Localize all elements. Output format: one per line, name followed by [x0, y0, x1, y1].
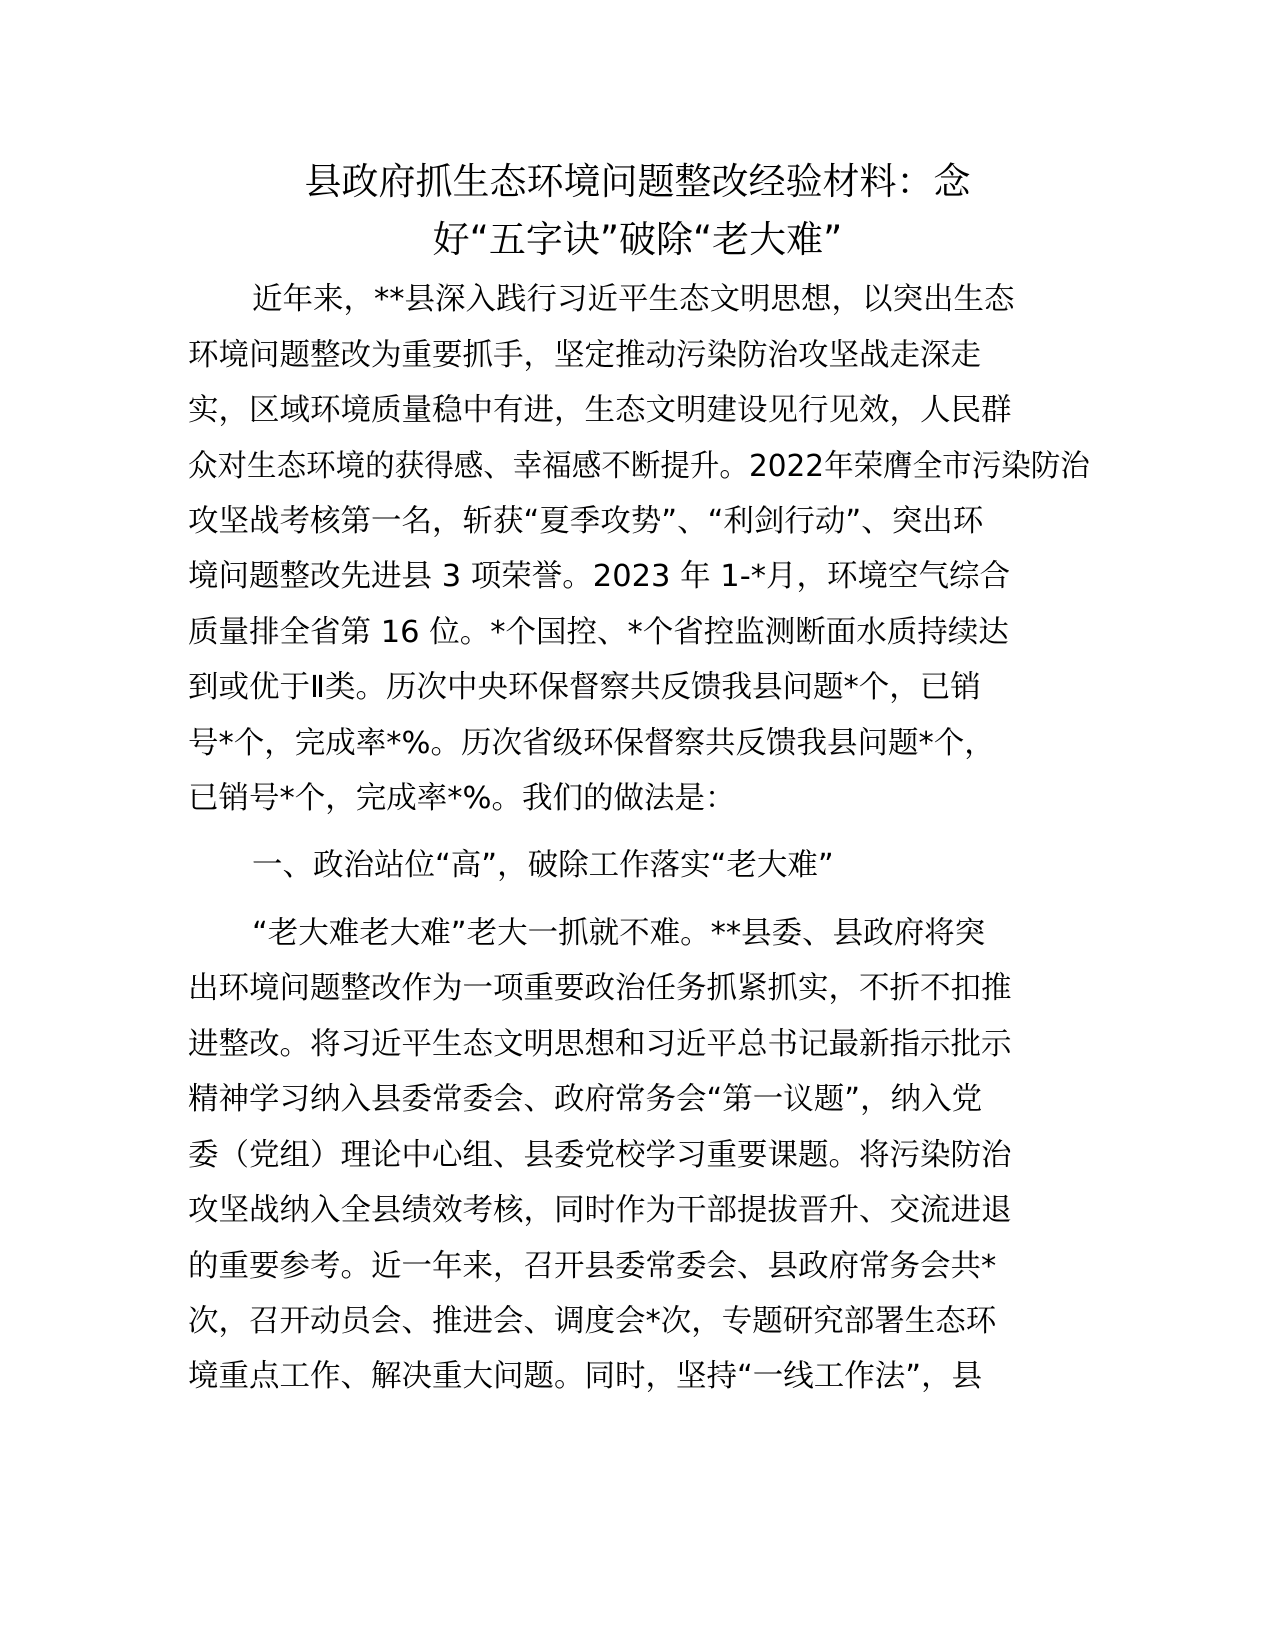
- paragraph-1-line-8: 到或优于Ⅱ类。历次中央环保督察共反馈我县问题*个，已销: [188, 670, 981, 705]
- paragraph-2-line-2: 出环境问题整改作为一项重要政治任务抓紧抓实，不折不扣推: [188, 971, 1012, 1006]
- paragraph-1-line-1: 近年来，**县深入践行习近平生态文明思想，以突出生态: [252, 282, 1015, 317]
- paragraph-2-line-7: 的重要参考。近一年来，召开县委常委会、县政府常务会共*: [188, 1249, 997, 1284]
- paragraph-2-line-9: 境重点工作、解决重大问题。同时，坚持“一线工作法”，县: [188, 1359, 983, 1394]
- paragraph-1-line-7: 质量排全省第 16 位。*个国控、*个省控监测断面水质持续达: [188, 615, 1009, 650]
- paragraph-1-line-10: 已销号*个，完成率*%。我们的做法是：: [188, 781, 736, 816]
- paragraph-2-line-5: 委（党组）理论中心组、县委党校学习重要课题。将污染防治: [188, 1138, 1012, 1173]
- paragraph-2-line-4: 精神学习纳入县委常委会、政府常务会“第一议题”，纳入党: [188, 1082, 983, 1117]
- paragraph-2-line-3: 进整改。将习近平生态文明思想和习近平总书记最新指示批示: [188, 1027, 1012, 1062]
- paragraph-1-line-9: 号*个，完成率*%。历次省级环保督察共反馈我县问题*个，: [188, 726, 995, 761]
- paragraph-2-line-1: “老大难老大难”老大一抓就不难。**县委、县政府将突: [252, 916, 986, 951]
- paragraph-1-line-3: 实，区域环境质量稳中有进，生态文明建设见行见效，人民群: [188, 393, 1012, 428]
- document-title-line-2: 好“五字诀”破除“老大难”: [432, 218, 843, 261]
- document-title-line-1: 县政府抓生态环境问题整改经验材料：念: [304, 160, 971, 203]
- paragraph-1-line-5: 攻坚战考核第一名，斩获“夏季攻势”、“利剑行动”、突出环: [188, 504, 984, 539]
- paragraph-2-line-6: 攻坚战纳入全县绩效考核，同时作为干部提拔晋升、交流进退: [188, 1193, 1012, 1228]
- paragraph-2-line-8: 次，召开动员会、推进会、调度会*次，专题研究部署生态环: [188, 1304, 997, 1339]
- paragraph-1-line-2: 环境问题整改为重要抓手，坚定推动污染防治攻坚战走深走: [188, 338, 981, 373]
- paragraph-1-line-6: 境问题整改先进县 3 项荣誉。2023 年 1-*月，环境空气综合: [188, 559, 1010, 594]
- section-heading-1: 一、政治站位“高”，破除工作落实“老大难”: [252, 848, 834, 883]
- paragraph-1-line-4: 众对生态环境的获得感、幸福感不断提升。2022年荣膺全市污染防治: [188, 449, 1090, 484]
